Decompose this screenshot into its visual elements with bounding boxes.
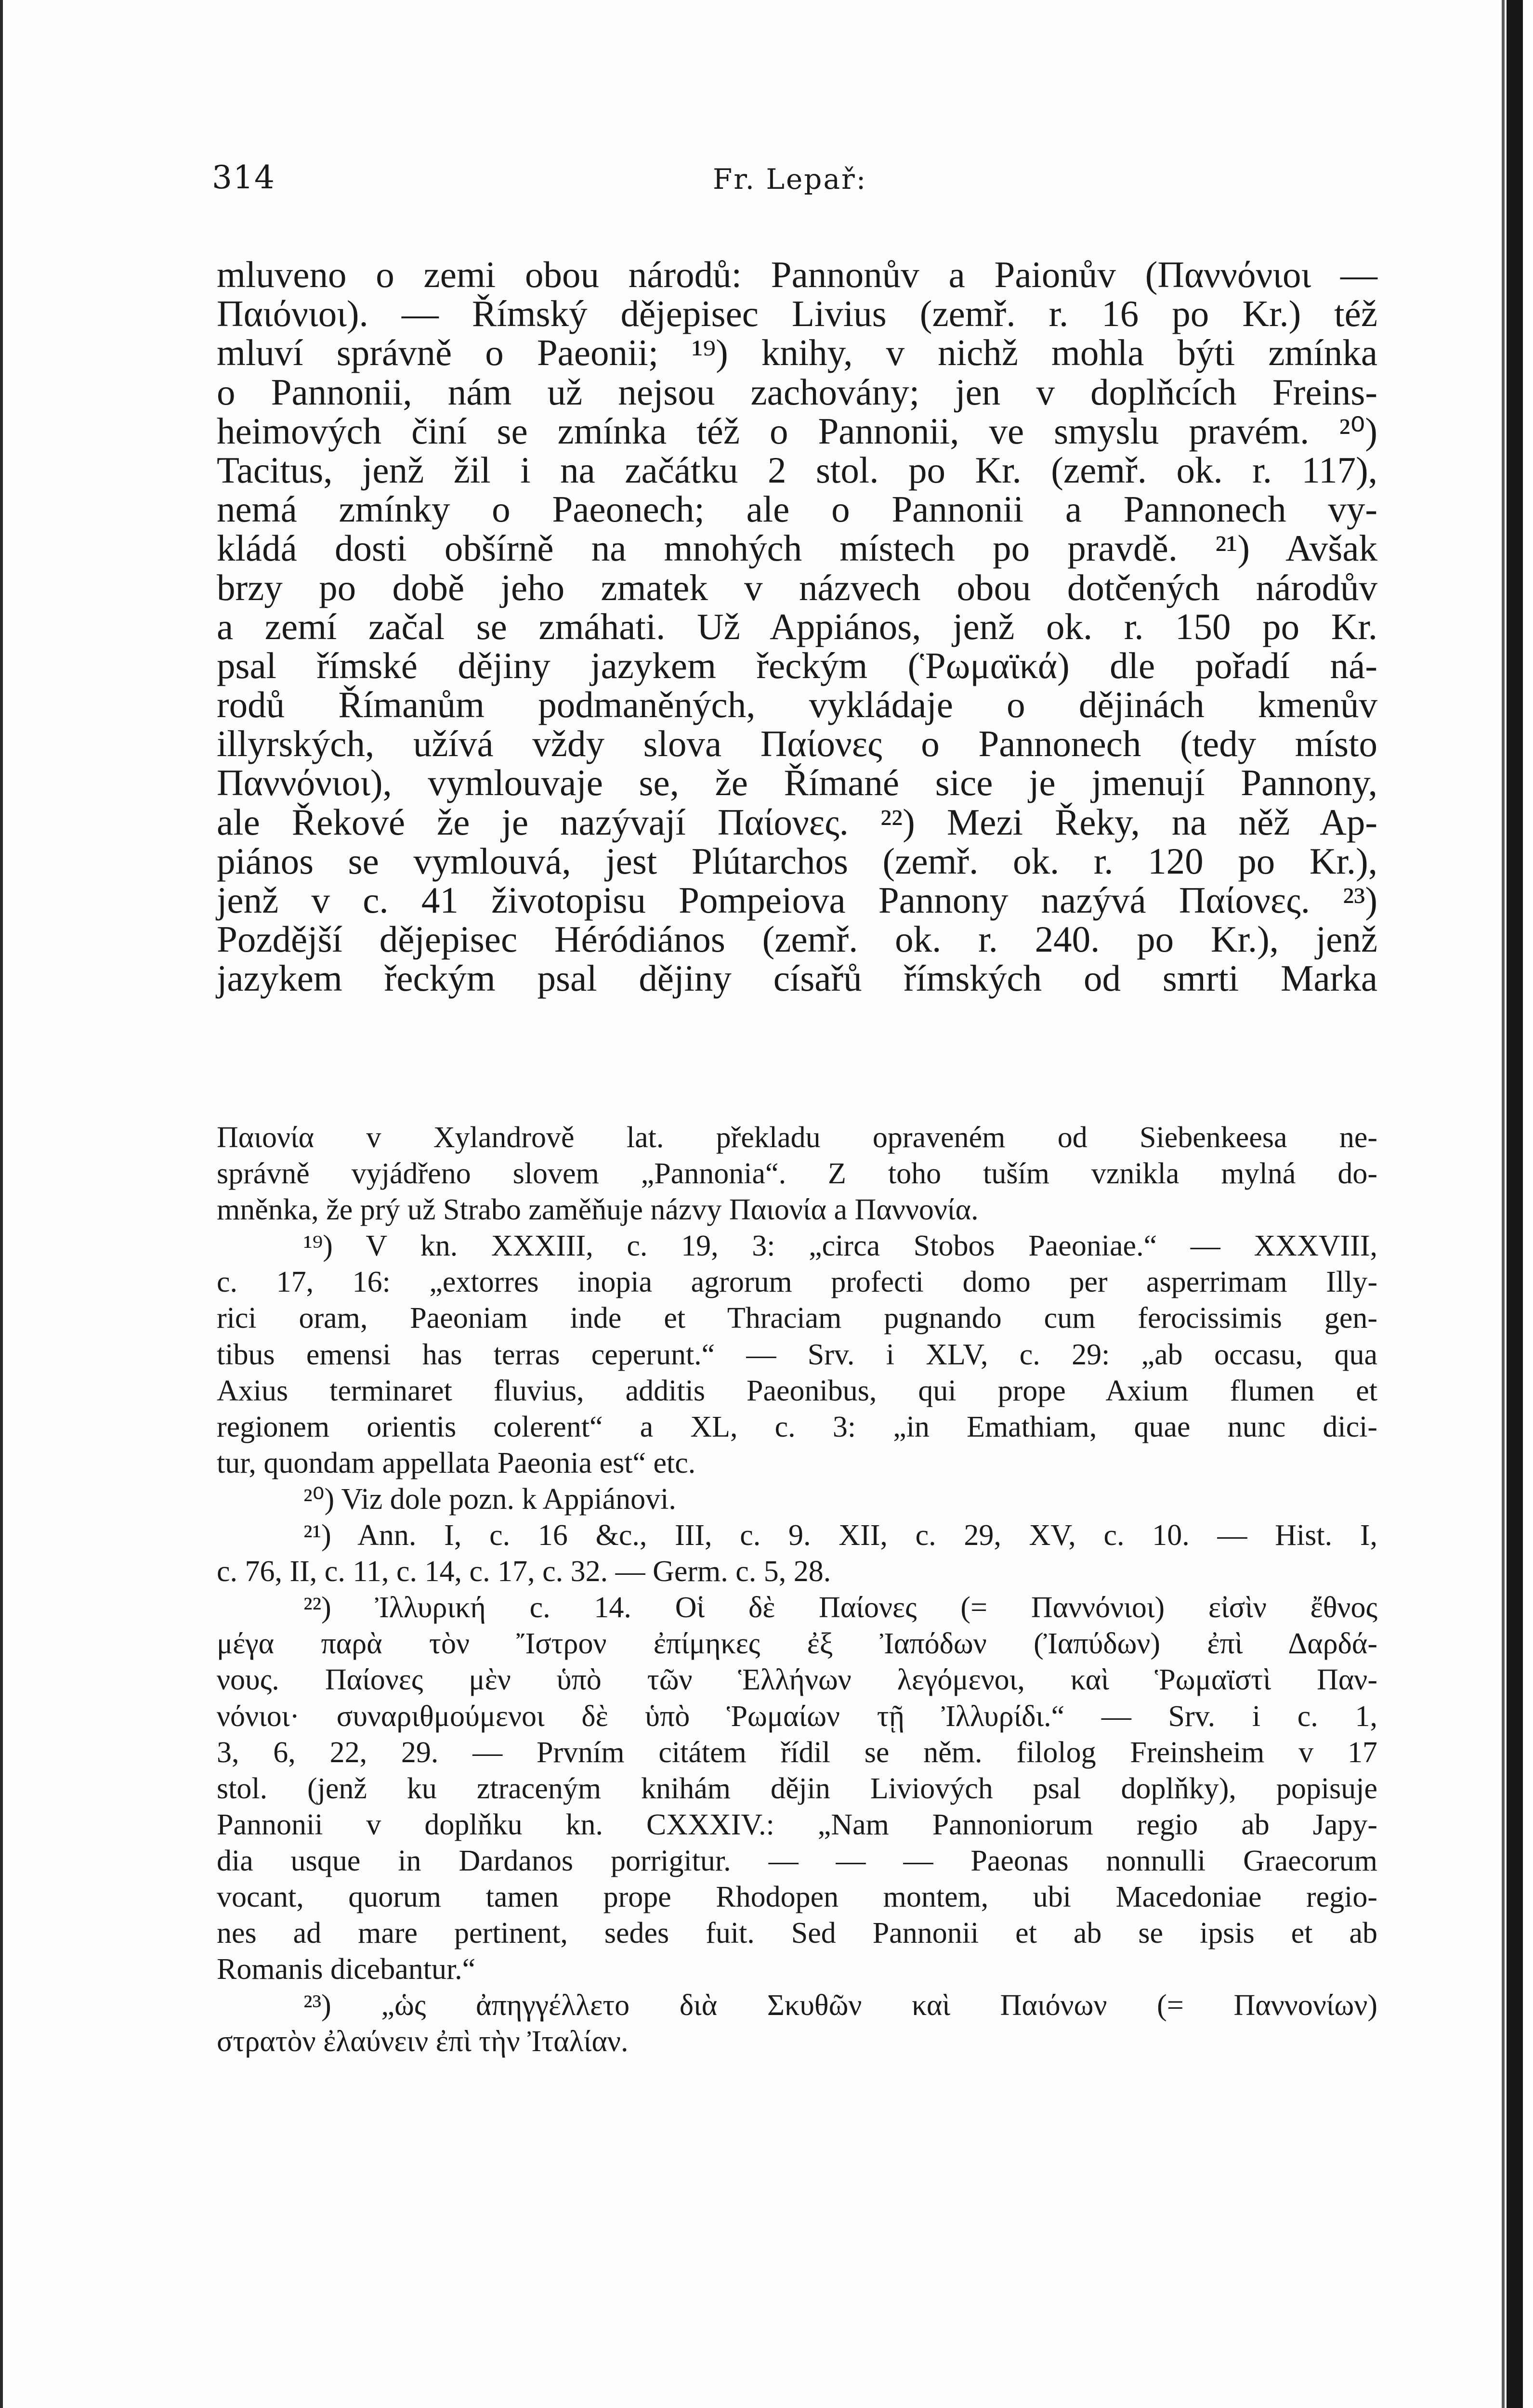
main-line: mluveno o zemi obou národů: Pannonův a Paionův (Παννόνιοι — xyxy=(217,254,1377,295)
main-line: Pozdější dějepisec Héródiános (zemř. ok. r. 240. po Kr.), jenž xyxy=(217,918,1377,960)
page-header xyxy=(212,159,1382,202)
footnote-21: ²¹) Ann. I, c. 16 &c., III, c. 9. XII, c. 29, XV, c. 10. — Hist. I, xyxy=(303,1519,1377,1552)
footnote-line: vocant, quorum tamen prope Rhodopen montem, ubi Macedoniae regio- xyxy=(217,1880,1377,1913)
footnote-line: stol. (jenž ku ztraceným knihám dějin Liviových psal doplňky), popisuje xyxy=(217,1772,1377,1805)
running-head: Fr. Lepař: xyxy=(713,163,867,196)
footnote-line: rici oram, Paeoniam inde et Thraciam pugnando cum ferocissimis gen- xyxy=(217,1302,1377,1335)
main-line: Tacitus, jenž žil i na začátku 2 stol. po Kr. (zemř. ok. r. 117), xyxy=(217,449,1377,491)
footnote-23: ²³) „ὡς ἀπηγγέλλετο διὰ Σκυθῶν καὶ Παιόνων (= Παννονίων) xyxy=(303,1989,1377,2022)
footnote-line: νόνιοι· συναριθμούμενοι δὲ ὑπὸ Ῥωμαίων τῇ Ἰλλυρίδι.“ — Srv. i c. 1, xyxy=(217,1700,1377,1733)
footnote-line: c. 17, 16: „extorres inopia agrorum profecti domo per asperrimam Illy- xyxy=(217,1266,1377,1299)
main-line: a zemí začal se zmáhati. Už Appiános, jenž ok. r. 150 po Kr. xyxy=(217,605,1377,647)
page-number: 314 xyxy=(212,159,275,196)
main-line: psal římské dějiny jazykem řeckým (Ῥωμαϊκά) dle pořadí ná- xyxy=(217,644,1377,686)
footnote-line: μέγα παρὰ τὸν Ἴστρον ἐπίμηκες ἐξ Ἰαπόδων (Ἰαπύδων) ἐπὶ Δαρδά- xyxy=(217,1627,1377,1661)
scan-edge-band xyxy=(1507,0,1523,2408)
footnote-20: ²⁰) Viz dole pozn. k Appiánovi. xyxy=(303,1482,676,1516)
main-line: jenž v c. 41 životopisu Pompeiova Pannony nazývá Παίονες. ²³) xyxy=(217,879,1377,921)
footnote-22: ²²) Ἰλλυρική c. 14. Οἱ δὲ Παίονες (= Παννόνιοι) εἰσὶν ἔθνος xyxy=(303,1591,1377,1624)
scan-edge-left xyxy=(0,0,3,2408)
footnote-line: správně vyjádřeno slovem „Pannonia“. Z toho tuším vznikla mylná do- xyxy=(217,1157,1377,1191)
footnote-line: στρατὸν ἐλαύνειν ἐπὶ τὴν Ἰταλίαν. xyxy=(217,2025,629,2058)
main-line: kládá dosti obšírně na mnohých místech po pravdě. ²¹) Avšak xyxy=(217,527,1377,569)
main-line: Παιόνιοι). — Římský dějepisec Livius (zemř. r. 16 po Kr.) též xyxy=(217,293,1377,335)
footnote-line: tur, quondam appellata Paeonia est“ etc. xyxy=(217,1446,696,1479)
scan-edge-right xyxy=(1502,0,1533,2408)
main-line: heimových činí se zmínka též o Pannonii, ve smyslu pravém. ²⁰) xyxy=(217,410,1377,452)
main-line: mluví správně o Paeonii; ¹⁹) knihy, v nichž mohla býti zmínka xyxy=(217,332,1377,374)
footnote-line: Romanis dicebantur.“ xyxy=(217,1953,476,1986)
main-line: rodů Římanům podmaněných, vykládaje o dějinách kmenův xyxy=(217,684,1377,726)
main-line: illyrských, užívá vždy slova Παίονες o Pannonech (tedy místo xyxy=(217,723,1377,765)
footnote-line: dia usque in Dardanos porrigitur. — — — Paeonas nonnulli Graecorum xyxy=(217,1844,1377,1877)
footnote-line: c. 76, II, c. 11, c. 14, c. 17, c. 32. — Germ. c. 5, 28. xyxy=(217,1555,831,1588)
main-text xyxy=(217,255,1377,998)
footnote-line: Παιονία v Xylandrově lat. překladu opraveném od Siebenkeesa ne- xyxy=(217,1121,1377,1154)
footnote-line: mněnka, že prý už Strabo zaměňuje názvy Παιονία a Παννονία. xyxy=(217,1193,979,1227)
scan-edge-inner-line xyxy=(1502,0,1505,2408)
footnote-line: νους. Παίονες μὲν ὑπὸ τῶν Ἑλλήνων λεγόμενοι, καὶ Ῥωμαϊστὶ Παν- xyxy=(217,1663,1377,1697)
footnote-line: tibus emensi has terras ceperunt.“ — Srv. i XLV, c. 29: „ab occasu, qua xyxy=(217,1338,1377,1371)
footnotes xyxy=(217,1120,1377,2060)
main-line: nemá zmínky o Paeonech; ale o Pannonii a Pannonech vy- xyxy=(217,488,1377,530)
footnote-line: nes ad mare pertinent, sedes fuit. Sed Pannonii et ab se ipsis et ab xyxy=(217,1917,1377,1950)
main-line: piános se vymlouvá, jest Plútarchos (zemř. ok. r. 120 po Kr.), xyxy=(217,840,1377,882)
footnote-line: Pannonii v doplňku kn. CXXXIV.: „Nam Pannoniorum regio ab Japy- xyxy=(217,1808,1377,1841)
main-line: o Pannonii, nám už nejsou zachovány; jen v doplňcích Freins- xyxy=(217,371,1377,413)
main-line: jazykem řeckým psal dějiny císařů římských od smrti Marka xyxy=(217,957,1377,999)
footnote-line: regionem orientis colerent“ a XL, c. 3: „in Emathiam, quae nunc dici- xyxy=(217,1410,1377,1443)
footnote-19: ¹⁹) V kn. XXXIII, c. 19, 3: „circa Stobos Paeoniae.“ — XXXVIII, xyxy=(303,1230,1377,1263)
main-line: ale Řekové že je nazývají Παίονες. ²²) Mezi Řeky, na něž Ap- xyxy=(217,801,1377,843)
footnote-line: Axius terminaret fluvius, additis Paeonibus, qui prope Axium flumen et xyxy=(217,1374,1377,1407)
main-line: Παννόνιοι), vymlouvaje se, že Římané sice je jmenují Pannony, xyxy=(217,762,1377,804)
main-line: brzy po době jeho zmatek v názvech obou dotčených národův xyxy=(217,566,1377,608)
footnote-line: 3, 6, 22, 29. — Prvním citátem řídil se něm. filolog Freinsheim v 17 xyxy=(217,1736,1377,1769)
